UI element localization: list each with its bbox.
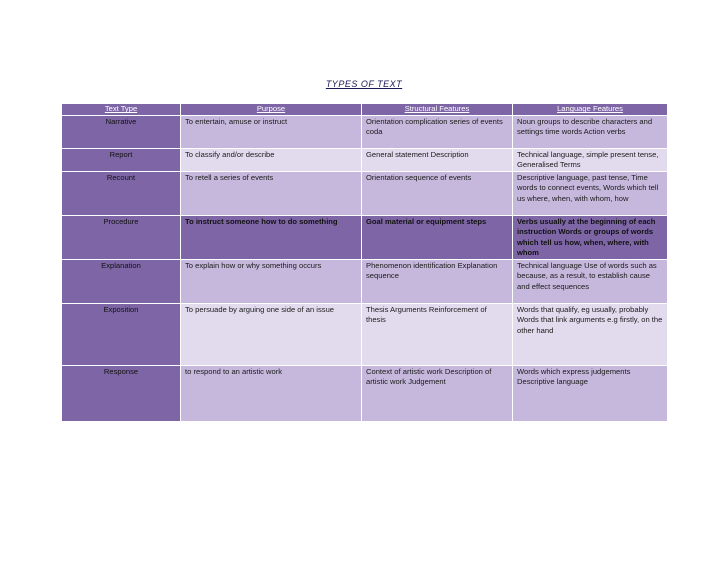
cell-purpose: To explain how or why something occurs [181, 259, 362, 303]
cell-language: Technical language Use of words such as because, as a result, to establish cause and effect sequences [513, 259, 668, 303]
cell-language: Verbs usually at the beginning of each instruction Words or groups of words which tell us how, when, where, with whom [513, 215, 668, 259]
cell-purpose: To retell a series of events [181, 171, 362, 215]
header-text-type: Text Type [62, 104, 181, 116]
cell-purpose: to respond to an artistic work [181, 365, 362, 421]
table-row-exposition [62, 303, 668, 365]
cell-structural: Phenomenon identification Explanation sequence [362, 259, 513, 303]
document-title: TYPES OF TEXT [325, 79, 403, 89]
table-row-narrative [62, 116, 668, 149]
header-row [62, 104, 668, 116]
table-row-report [62, 149, 668, 172]
header-language-features: Language Features [513, 104, 668, 116]
cell-structural: Thesis Arguments Reinforcement of thesis [362, 303, 513, 365]
table-row-recount [62, 171, 668, 215]
types-of-text-table [61, 103, 668, 422]
cell-language: Descriptive language, past tense, Time words to connect events, Words which tell us where, when, with whom, how [513, 171, 668, 215]
cell-type: Exposition [62, 303, 181, 365]
cell-purpose: To entertain, amuse or instruct [181, 116, 362, 149]
cell-type: Report [62, 149, 181, 172]
cell-structural: Context of artistic work Description of artistic work Judgement [362, 365, 513, 421]
cell-language: Technical language, simple present tense, Generalised Terms [513, 149, 668, 172]
cell-purpose: To classify and/or describe [181, 149, 362, 172]
cell-type: Narrative [62, 116, 181, 149]
cell-type: Explanation [62, 259, 181, 303]
cell-type: Response [62, 365, 181, 421]
cell-type: Procedure [62, 215, 181, 259]
header-purpose: Purpose [181, 104, 362, 116]
cell-purpose: To instruct someone how to do something [181, 215, 362, 259]
cell-structural: Goal material or equipment steps [362, 215, 513, 259]
table-row-explanation [62, 259, 668, 303]
cell-language: Words that qualify, eg usually, probably Words that link arguments e.g firstly, on the other hand [513, 303, 668, 365]
cell-structural: Orientation complication series of events coda [362, 116, 513, 149]
header-structural-features: Structural Features [362, 104, 513, 116]
cell-purpose: To persuade by arguing one side of an issue [181, 303, 362, 365]
cell-language: Noun groups to describe characters and settings time words Action verbs [513, 116, 668, 149]
cell-structural: Orientation sequence of events [362, 171, 513, 215]
table-row-response [62, 365, 668, 421]
table-row-procedure [62, 215, 668, 259]
cell-type: Recount [62, 171, 181, 215]
cell-structural: General statement Description [362, 149, 513, 172]
cell-language: Words which express judgements Descriptive language [513, 365, 668, 421]
